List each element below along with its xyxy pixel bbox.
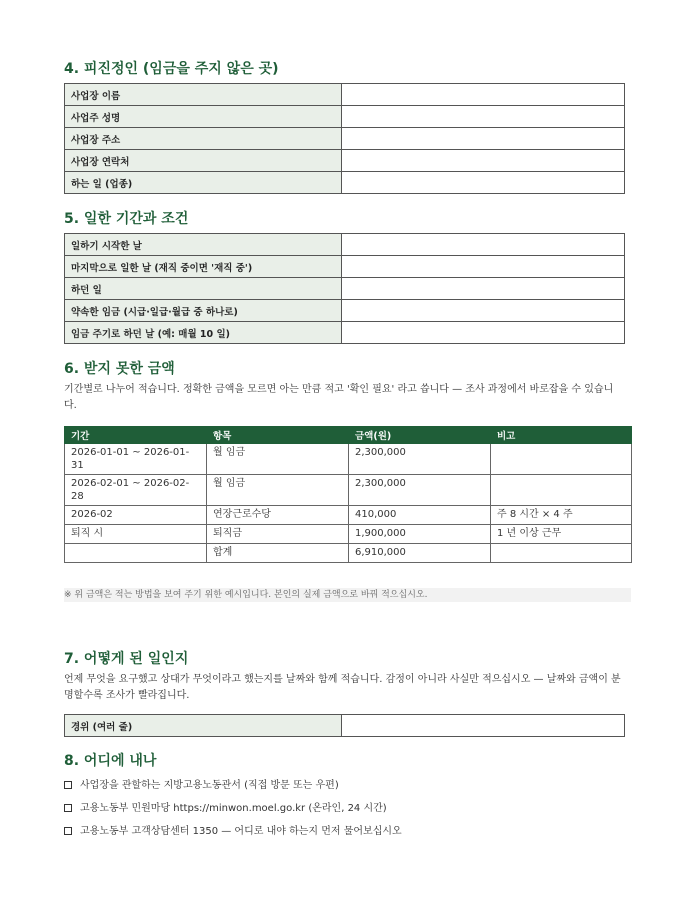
promised-wage-field[interactable] — [342, 300, 625, 322]
submit-option-local-office[interactable] — [64, 776, 339, 791]
table-row — [65, 715, 625, 737]
circumstances-table — [64, 714, 625, 737]
submit-option-online[interactable] — [64, 799, 387, 814]
table-cell[interactable]: 월 임금 — [207, 444, 349, 475]
table-row — [65, 84, 625, 106]
field-label: 하던 일 — [65, 278, 342, 300]
table-cell[interactable] — [491, 544, 632, 563]
table-row — [65, 256, 625, 278]
table-cell[interactable]: 합계 — [207, 544, 349, 563]
column-header-period: 기간 — [65, 427, 207, 444]
table-row — [65, 278, 625, 300]
job-duty-field[interactable] — [342, 278, 625, 300]
field-label: 마지막으로 일한 날 (재직 중이면 '재직 중') — [65, 256, 342, 278]
table-row — [65, 150, 625, 172]
table-cell[interactable]: 퇴직금 — [207, 525, 349, 544]
table-row — [65, 106, 625, 128]
table-row — [65, 444, 632, 475]
table-cell[interactable] — [491, 475, 632, 506]
table-cell[interactable]: 퇴직 시 — [65, 525, 207, 544]
column-header-remarks: 비고 — [491, 427, 632, 444]
field-label: 일하기 시작한 날 — [65, 234, 342, 256]
table-cell[interactable]: 2,300,000 — [349, 444, 491, 475]
business-phone-field[interactable] — [342, 150, 625, 172]
field-label: 약속한 임금 (시급·일급·월급 중 하나로) — [65, 300, 342, 322]
table-cell[interactable]: 2026-02 — [65, 506, 207, 525]
table-cell[interactable]: 410,000 — [349, 506, 491, 525]
work-period-table — [64, 233, 625, 344]
table-cell[interactable] — [65, 544, 207, 563]
business-address-field[interactable] — [342, 128, 625, 150]
table-row — [65, 322, 625, 344]
example-note: ※ 위 금액은 적는 방법을 보여 주기 위한 예시입니다. 본인의 실제 금액으로 바꿔 적으십시오. — [64, 588, 631, 602]
field-label: 사업장 연락처 — [65, 150, 342, 172]
table-cell[interactable]: 주 8 시간 × 4 주 — [491, 506, 632, 525]
table-cell[interactable]: 1 년 이상 근무 — [491, 525, 632, 544]
table-row — [65, 475, 632, 506]
table-header-row — [65, 427, 632, 444]
table-row — [65, 234, 625, 256]
submit-option-call-center[interactable] — [64, 822, 402, 837]
table-row — [65, 525, 632, 544]
table-row — [65, 300, 625, 322]
column-header-amount: 금액(원) — [349, 427, 491, 444]
option-label: 고용노동부 고객상담센터 1350 — 어디로 내야 하는지 먼저 물어보십시오 — [80, 826, 402, 837]
field-label: 임금 주기로 하던 날 (예: 매월 10 일) — [65, 322, 342, 344]
payday-field[interactable] — [342, 322, 625, 344]
field-label: 하는 일 (업종) — [65, 172, 342, 194]
checkbox[interactable] — [64, 804, 72, 812]
table-cell[interactable] — [491, 444, 632, 475]
table-cell[interactable]: 연장근로수당 — [207, 506, 349, 525]
table-row-total — [65, 544, 632, 563]
table-cell[interactable]: 2026-02-01 ~ 2026-02-28 — [65, 475, 207, 506]
section-7-title: 7. 어떻게 된 일인지 — [64, 651, 189, 667]
option-label: 고용노동부 민원마당 https://minwon.moel.go.kr (온라인, 24 시간) — [80, 803, 387, 814]
field-label: 사업장 이름 — [65, 84, 342, 106]
business-name-field[interactable] — [342, 84, 625, 106]
section-6-title: 6. 받지 못한 금액 — [64, 361, 175, 377]
circumstances-field[interactable] — [342, 715, 625, 737]
start-date-field[interactable] — [342, 234, 625, 256]
field-label: 사업주 성명 — [65, 106, 342, 128]
table-cell[interactable]: 1,900,000 — [349, 525, 491, 544]
checkbox[interactable] — [64, 827, 72, 835]
last-date-field[interactable] — [342, 256, 625, 278]
section-5-title: 5. 일한 기간과 조건 — [64, 211, 189, 227]
table-cell[interactable]: 2026-01-01 ~ 2026-01-31 — [65, 444, 207, 475]
section-7-description: 언제 무엇을 요구했고 상대가 무엇이라고 했는지를 날짜와 함께 적습니다. 감정이 아니라 사실만 적으십시오 — 날짜와 금액이 분명할수록 조사가 빨라집니다. — [64, 674, 621, 701]
table-row — [65, 506, 632, 525]
section-8-title: 8. 어디에 내나 — [64, 753, 157, 769]
table-cell[interactable]: 2,300,000 — [349, 475, 491, 506]
table-cell[interactable]: 월 임금 — [207, 475, 349, 506]
table-row — [65, 172, 625, 194]
table-cell[interactable]: 6,910,000 — [349, 544, 491, 563]
employer-name-field[interactable] — [342, 106, 625, 128]
respondent-table — [64, 83, 625, 194]
field-label: 사업장 주소 — [65, 128, 342, 150]
table-row — [65, 128, 625, 150]
section-4-title: 4. 피진정인 (임금을 주지 않은 곳) — [64, 61, 279, 77]
unpaid-amount-table — [64, 426, 632, 563]
field-label: 경위 (여러 줄) — [65, 715, 342, 737]
checkbox[interactable] — [64, 781, 72, 789]
business-type-field[interactable] — [342, 172, 625, 194]
column-header-item: 항목 — [207, 427, 349, 444]
section-6-description: 기간별로 나누어 적습니다. 정확한 금액을 모르면 아는 만큼 적고 '확인 필요' 라고 씁니다 — 조사 과정에서 바로잡을 수 있습니다. — [64, 384, 614, 411]
option-label: 사업장을 관할하는 지방고용노동관서 (직접 방문 또는 우편) — [80, 780, 339, 791]
